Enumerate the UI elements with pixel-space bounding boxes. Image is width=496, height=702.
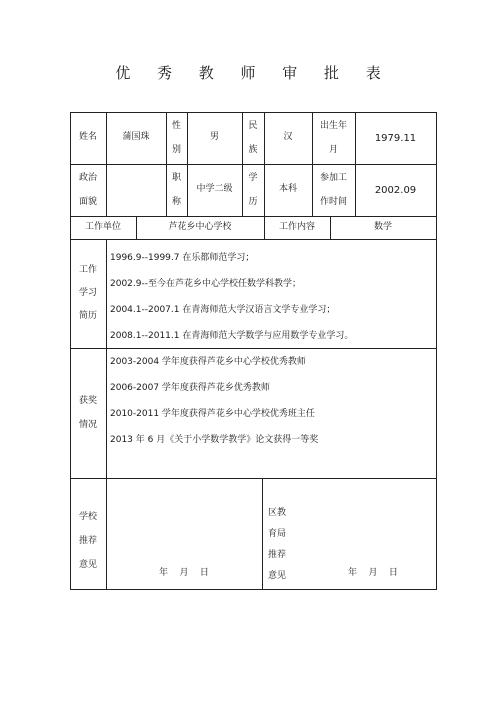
gender-value: 男 — [209, 132, 219, 143]
work-start-label: 参加工 作时间 — [319, 173, 347, 207]
awards-list — [110, 348, 434, 478]
education-value: 本科 — [278, 184, 297, 195]
school-opinion-date: 年 月 日 — [159, 568, 209, 579]
awards-label: 获奖 情况 — [78, 396, 97, 430]
school-opinion-label: 学校 推荐 意见 — [78, 512, 97, 570]
list-item: 1996.9--1999.7 在乐都师范学习； — [110, 253, 255, 263]
resume-list — [110, 239, 434, 348]
form-title: 优 秀 教 师 审 批 表 — [115, 64, 392, 82]
professional-title-value: 中学二级 — [196, 184, 233, 195]
name-label: 姓名 — [78, 132, 97, 143]
list-item: 2008.1--2011.1 在青海师范大学数学与应用数学专业学习。 — [110, 331, 354, 341]
birth-label: 出生年 月 — [319, 121, 347, 155]
work-unit-value: 芦花乡中心学校 — [168, 221, 232, 232]
approval-form-table — [70, 112, 437, 590]
birth-value: 1979.11 — [374, 132, 417, 144]
list-item: 2013 年 6 月《关于小学数学教学》论文获得一等奖 — [110, 435, 319, 445]
district-opinion-label: 区教 育局 推荐 意见 — [267, 508, 286, 581]
ethnicity-value: 汉 — [283, 132, 293, 143]
work-content-value: 数学 — [373, 221, 392, 232]
work-unit-label: 工作单位 — [84, 221, 121, 232]
gender-label: 性 别 — [171, 121, 181, 155]
list-item: 2002.9--至今在芦花乡中心学校任数学科教学； — [110, 279, 301, 289]
list-item: 2010-2011 学年度获得芦花乡中心学校优秀班主任 — [110, 409, 315, 419]
work-content-label: 工作内容 — [278, 221, 315, 232]
list-item: 2003-2004 学年度获得芦花乡中心学校优秀教师 — [110, 357, 306, 367]
list-item: 2004.1--2007.1 在青海师范大学汉语言文学专业学习； — [110, 305, 336, 315]
politics-value — [106, 164, 166, 216]
work-start-value: 2002.09 — [374, 184, 417, 196]
name-value: 蒲国珠 — [122, 132, 150, 143]
politics-label: 政治 面貌 — [78, 173, 97, 207]
professional-title-label: 职 称 — [171, 173, 181, 207]
district-opinion-date: 年 月 日 — [348, 568, 398, 579]
list-item: 2006-2007 学年度获得芦花乡优秀教师 — [110, 383, 270, 393]
education-label: 学 历 — [248, 173, 258, 207]
resume-label: 工作 学习 简历 — [78, 265, 97, 321]
ethnicity-label: 民 族 — [248, 121, 258, 155]
